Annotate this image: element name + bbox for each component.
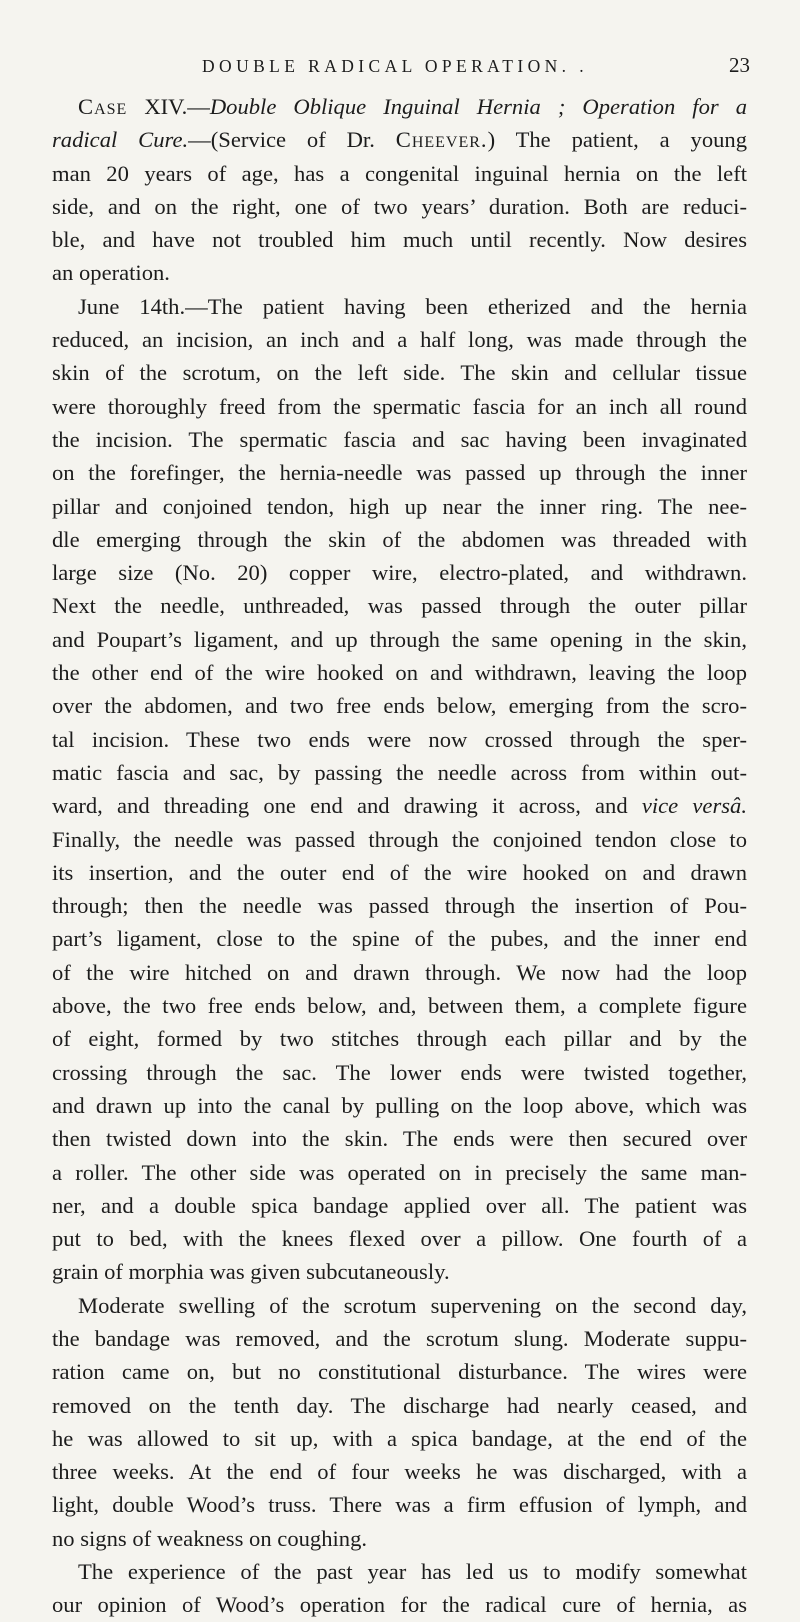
text-line bbox=[52, 1255, 747, 1288]
text-run: June 14th.—The patient having been etherized and the hernia bbox=[78, 293, 747, 319]
text-run: skin of the scrotum, on the left side. The skin and cellular tissue bbox=[52, 360, 747, 386]
text-run: he was allowed to sit up, with a spica bandage, at the end of the bbox=[52, 1425, 747, 1451]
text-run: the bandage was removed, and the scrotum slung. Moderate suppu- bbox=[52, 1325, 747, 1351]
text-line bbox=[52, 1488, 747, 1521]
text-run: Finally, the needle was passed through the conjoined tendon close to bbox=[52, 826, 747, 852]
text-run: matic fascia and sac, by passing the needle across from within out- bbox=[52, 759, 747, 785]
text-line bbox=[52, 723, 747, 756]
text-run: Cheever. bbox=[395, 127, 488, 153]
text-run: on the forefinger, the hernia-needle was passed up through the inner bbox=[52, 460, 747, 486]
text-run: vice versâ. bbox=[641, 793, 747, 819]
text-line bbox=[52, 1322, 747, 1355]
text-line bbox=[52, 1455, 747, 1488]
text-run: the incision. The spermatic fascia and sac having been invaginated bbox=[52, 426, 747, 452]
text-line bbox=[52, 1289, 747, 1322]
text-run: ) The patient, a young bbox=[487, 127, 748, 153]
text-line bbox=[52, 956, 747, 989]
text-run: over the abdomen, and two free ends below, emerging from the scro- bbox=[52, 693, 747, 719]
text-run: pillar and conjoined tendon, high up near the inner ring. The nee- bbox=[52, 493, 747, 519]
text-line bbox=[52, 623, 747, 656]
text-line bbox=[52, 922, 747, 955]
text-run: a roller. The other side was operated on in precisely the same man- bbox=[52, 1159, 747, 1185]
text-run: part’s ligament, close to the spine of the pubes, and the inner end bbox=[52, 926, 747, 952]
text-run: Next the needle, unthreaded, was passed through the outer pillar bbox=[52, 593, 747, 619]
text-line bbox=[52, 323, 747, 356]
text-line bbox=[52, 789, 747, 822]
text-line bbox=[52, 1555, 747, 1588]
text-run: crossing through the sac. The lower ends were twisted together, bbox=[52, 1059, 747, 1085]
text-line bbox=[52, 1422, 747, 1455]
text-line bbox=[52, 823, 747, 856]
text-run: radical Cure. bbox=[52, 127, 189, 153]
text-line bbox=[52, 756, 747, 789]
text-line bbox=[52, 1522, 747, 1555]
text-run: —(Service of Dr. bbox=[188, 127, 396, 153]
text-run: ner, and a double spica bandage applied over all. The patient was bbox=[52, 1192, 747, 1218]
text-line bbox=[52, 1089, 747, 1122]
text-run: side, and on the right, one of two years’ duration. Both are reduci- bbox=[52, 193, 747, 219]
text-line bbox=[52, 989, 747, 1022]
text-run: the other end of the wire hooked on and withdrawn, leaving the loop bbox=[52, 660, 747, 686]
text-run: put to bed, with the knees flexed over a pillow. One fourth of a bbox=[52, 1226, 747, 1252]
text-run: and Poupart’s ligament, and up through the same opening in the skin, bbox=[52, 626, 747, 652]
text-line bbox=[52, 523, 747, 556]
text-run: reduced, an incision, an inch and a half long, was made through the bbox=[52, 327, 747, 353]
body-text bbox=[52, 90, 747, 1622]
text-run: light, double Wood’s truss. There was a firm effusion of lymph, and bbox=[52, 1492, 747, 1518]
text-line bbox=[52, 256, 747, 289]
text-run: tal incision. These two ends were now crossed through the sper- bbox=[52, 726, 747, 752]
text-line bbox=[52, 1389, 747, 1422]
text-run: dle emerging through the skin of the abdomen was threaded with bbox=[52, 526, 747, 552]
text-line bbox=[52, 889, 747, 922]
text-run: an operation. bbox=[52, 260, 170, 286]
text-run: Case bbox=[78, 94, 128, 119]
running-head: DOUBLE RADICAL OPERATION. . bbox=[202, 56, 588, 76]
text-line bbox=[52, 157, 747, 190]
text-run: its insertion, and the outer end of the wire hooked on and drawn bbox=[52, 859, 747, 885]
text-run: ward, and threading one end and drawing it across, and bbox=[52, 793, 642, 819]
text-run: above, the two free ends below, and, between them, a complete figure bbox=[52, 993, 747, 1019]
text-run: three weeks. At the end of four weeks he was discharged, with a bbox=[52, 1459, 747, 1485]
text-run: our opinion of Wood’s operation for the radical cure of hernia, as bbox=[52, 1592, 747, 1618]
text-line bbox=[52, 1222, 747, 1255]
text-line bbox=[52, 689, 747, 722]
text-line bbox=[52, 223, 747, 256]
text-line bbox=[52, 856, 747, 889]
text-line bbox=[52, 290, 747, 323]
text-run: The experience of the past year has led us to modify somewhat bbox=[78, 1559, 747, 1585]
text-line bbox=[52, 1022, 747, 1055]
text-line bbox=[52, 490, 747, 523]
text-run: grain of morphia was given subcutaneously. bbox=[52, 1259, 450, 1285]
text-line bbox=[52, 1056, 747, 1089]
text-run: of the wire hitched on and drawn through. We now had the loop bbox=[52, 959, 747, 985]
text-line bbox=[52, 1355, 747, 1388]
text-line bbox=[52, 589, 747, 622]
text-line bbox=[52, 390, 747, 423]
text-run: no signs of weakness on coughing. bbox=[52, 1525, 368, 1551]
text-run: large size (No. 20) copper wire, electro-plated, and withdrawn. bbox=[52, 560, 747, 586]
text-run: ration came on, but no constitutional disturbance. The wires were bbox=[52, 1359, 747, 1385]
text-line bbox=[52, 356, 747, 389]
text-run: were thoroughly freed from the spermatic fascia for an inch all round bbox=[52, 393, 747, 419]
text-run: Double Oblique Inguinal Hernia ; Operation for a bbox=[209, 94, 748, 119]
text-run: then twisted down into the skin. The ends were then secured over bbox=[52, 1126, 747, 1152]
text-line bbox=[52, 556, 747, 589]
text-line bbox=[52, 190, 747, 223]
text-line bbox=[52, 1588, 747, 1621]
text-run: man 20 years of age, has a congenital inguinal hernia on the left bbox=[52, 160, 747, 186]
text-line bbox=[52, 90, 747, 123]
text-line bbox=[52, 656, 747, 689]
text-run: removed on the tenth day. The discharge had nearly ceased, and bbox=[52, 1392, 747, 1418]
text-line bbox=[52, 456, 747, 489]
text-run: through; then the needle was passed through the insertion of Pou- bbox=[52, 893, 747, 919]
text-line bbox=[52, 1189, 747, 1222]
text-run: ble, and have not troubled him much until recently. Now desires bbox=[52, 227, 747, 253]
text-line bbox=[52, 1156, 747, 1189]
text-run: Moderate swelling of the scrotum supervening on the second day, bbox=[78, 1292, 747, 1318]
text-run: of eight, formed by two stitches through each pillar and by the bbox=[52, 1026, 747, 1052]
text-run: XIV.— bbox=[127, 94, 210, 119]
text-line bbox=[52, 1122, 747, 1155]
text-line bbox=[52, 123, 747, 156]
text-run: and drawn up into the canal by pulling on the loop above, which was bbox=[52, 1092, 747, 1118]
text-line bbox=[52, 423, 747, 456]
page-number: 23 bbox=[729, 53, 750, 77]
